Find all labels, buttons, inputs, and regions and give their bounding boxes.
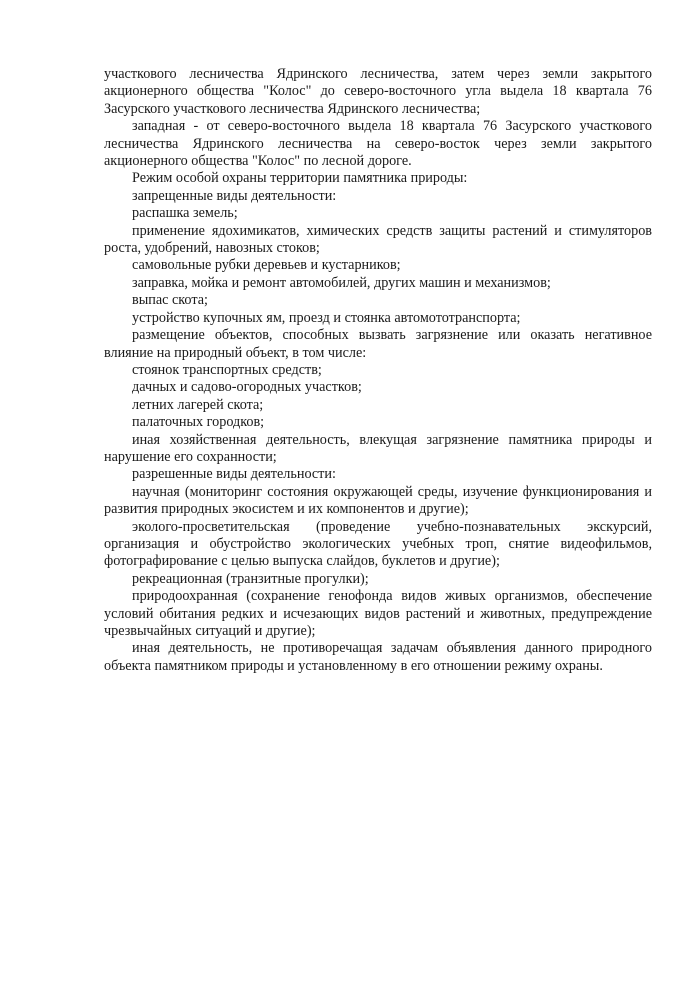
- list-item: летних лагерей скота;: [132, 396, 264, 413]
- list-item: научная (мониторинг состояния окружающей среды, изучение функционирования и развития природных экосистем и их компонентов и другие);: [104, 483, 652, 518]
- list-item: выпас скота;: [132, 292, 208, 309]
- list-item: устройство купочных ям, проезд и стоянка автомототранспорта;: [132, 309, 521, 326]
- list-item: иная деятельность, не противоречащая задачам объявления данного природного объекта памятником природы и установленному в его отношении режиму охраны.: [104, 640, 652, 674]
- list-item: палаточных городков;: [132, 414, 265, 431]
- list-item: эколого-просветительская (проведение учебно-познавательных экскурсий, организация и обустройство экологических учебных троп, снятие видеофильмов, фотографирование с целью выпуска слайдов, буклетов и другие);: [104, 518, 652, 570]
- list-item: распашка земель;: [132, 205, 238, 222]
- list-item: самовольные рубки деревьев и кустарников;: [132, 257, 401, 274]
- paragraph-western-boundary: западная - от северо-восточного выдела 18 квартала 76 Засурского участкового лесничества Ядринского лесничества на северо-восток через земли закрытого акционерного общества "Колос" по лесной дороге.: [104, 118, 652, 170]
- paragraph-prohibited-heading: запрещенные виды деятельности:: [132, 187, 337, 204]
- paragraph-boundary-continuation: участкового лесничества Ядринского лесничества, затем через земли закрытого акционерного общества "Колос" до северо-восточного угла выдела 18 квартала 76 Засурского участкового лесничества Ядринского лесничества;: [104, 66, 652, 117]
- list-item: природоохранная (сохранение генофонда видов живых организмов, обеспечение условий обитания редких и исчезающих видов растений и животных, предупреждение чрезвычайных ситуаций и другие);: [104, 588, 652, 639]
- list-item: размещение объектов, способных вызвать загрязнение или оказать негативное влияние на природный объект, в том числе:: [104, 327, 652, 361]
- list-item: заправка, мойка и ремонт автомобилей, других машин и механизмов;: [132, 274, 551, 291]
- list-item: стоянок транспортных средств;: [132, 361, 322, 378]
- list-item: применение ядохимикатов, химических средств защиты растений и стимуляторов роста, удобрений, навозных стоков;: [104, 222, 652, 257]
- list-item: рекреационная (транзитные прогулки);: [132, 570, 369, 587]
- list-item: дачных и садово-огородных участков;: [132, 379, 362, 396]
- paragraph-protection-regime: Режим особой охраны территории памятника природы:: [132, 170, 468, 187]
- paragraph-permitted-heading: разрешенные виды деятельности:: [132, 466, 336, 483]
- document-page: [104, 66, 652, 675]
- list-item: иная хозяйственная деятельность, влекущая загрязнение памятника природы и нарушение его сохранности;: [104, 431, 652, 465]
